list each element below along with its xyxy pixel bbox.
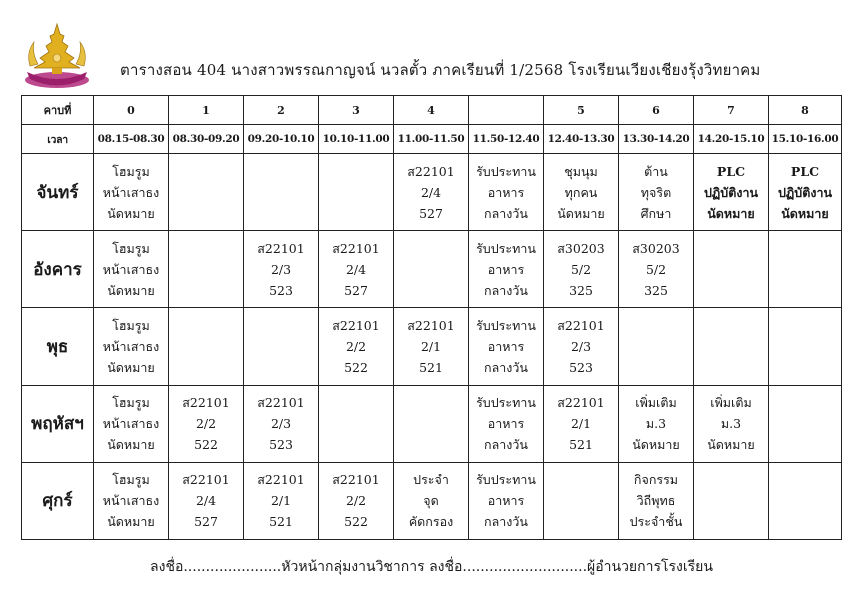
cell-line: ส22101 (257, 240, 305, 256)
cell-line: 325 (644, 282, 668, 298)
cell-line: ศึกษา (640, 205, 672, 221)
cell-line: กลางวัน (484, 205, 528, 221)
period-number: 3 (319, 96, 394, 125)
schedule-cell (619, 231, 694, 308)
schedule-cell (694, 385, 769, 462)
cell-line: ส22101 (332, 472, 380, 488)
time-slot: 08.30-09.20 (169, 125, 244, 154)
cell-line: 2/1 (270, 493, 292, 509)
cell-line: ส30203 (632, 240, 680, 256)
schedule-cell (94, 308, 169, 385)
time-slot: 13.30-14.20 (619, 125, 694, 154)
cell-line: ม.3 (645, 416, 667, 432)
schedule-cell (769, 154, 842, 231)
time-slot: 10.10-11.00 (319, 125, 394, 154)
cell-line: นัดหมาย (107, 360, 155, 376)
cell-line: ประจำ (413, 472, 449, 488)
cell-line: หน้าเสาธง (102, 184, 160, 200)
day-name: พฤหัสฯ (22, 385, 94, 462)
cell-line: นัดหมาย (107, 282, 155, 298)
cell-line: 523 (569, 360, 593, 376)
cell-line: โฮมรูม (112, 240, 150, 256)
cell-line: PLC (790, 163, 820, 179)
cell-line: หน้าเสาธง (102, 493, 160, 509)
period-header-row (22, 96, 842, 125)
schedule-cell (244, 308, 319, 385)
cell-line: นัดหมาย (632, 437, 680, 453)
page-title: ตารางสอน 404 นางสาวพรรณกาญจน์ นวลตั้ว ภาคเรียนที่ 1/2568 โรงเรียนเวียงเชียงรุ้งวิทยาคม (120, 61, 761, 79)
cell-line: ส22101 (332, 318, 380, 334)
cell-line: 521 (419, 360, 443, 376)
cell-line: 523 (269, 282, 293, 298)
schedule-cell (94, 385, 169, 462)
cell-line: หน้าเสาธง (102, 339, 160, 355)
cell-line: 522 (344, 360, 368, 376)
cell-line: รับประทาน (476, 318, 536, 334)
cell-line: อาหาร (487, 339, 525, 355)
day-name: ศุกร์ (22, 462, 94, 539)
schedule-cell (319, 154, 394, 231)
schedule-cell (619, 154, 694, 231)
period-label: คาบที่ (22, 96, 94, 125)
schedule-cell (319, 385, 394, 462)
cell-line: นัดหมาย (107, 437, 155, 453)
schedule-cell (394, 462, 469, 539)
cell-line: จุด (423, 493, 439, 509)
cell-line: เพิ่มเติม (635, 395, 677, 411)
cell-line: นัดหมาย (107, 205, 155, 221)
cell-line: ส22101 (407, 163, 455, 179)
cell-line: อาหาร (487, 416, 525, 432)
cell-line: ม.3 (720, 416, 742, 432)
school-logo (22, 22, 92, 90)
cell-line: ส22101 (257, 472, 305, 488)
cell-line: นัดหมาย (781, 205, 829, 221)
cell-line: 2/3 (570, 339, 592, 355)
cell-line: อาหาร (487, 184, 525, 200)
schedule-cell (619, 462, 694, 539)
schedule-cell (544, 154, 619, 231)
cell-line: นัดหมาย (107, 514, 155, 530)
cell-line: หน้าเสาธง (102, 416, 160, 432)
schedule-cell (694, 462, 769, 539)
schedule-cell (244, 231, 319, 308)
schedule-table (21, 95, 842, 540)
period-number: 4 (394, 96, 469, 125)
cell-line: นัดหมาย (557, 205, 605, 221)
day-row (22, 462, 842, 539)
cell-line: รับประทาน (476, 163, 536, 179)
schedule-cell (394, 231, 469, 308)
cell-line: นัดหมาย (707, 205, 755, 221)
schedule-cell (169, 462, 244, 539)
time-slot: 12.40-13.30 (544, 125, 619, 154)
cell-line: ปฏิบัติงาน (703, 184, 759, 200)
cell-line: ประจำชั้น (629, 514, 683, 530)
signature-line: ลงชื่อ......................หัวหน้ากลุ่มงานวิชาการ ลงชื่อ............................ผู้อำนวยการโรงเรียน (150, 559, 713, 575)
schedule-cell (319, 308, 394, 385)
time-slot: 14.20-15.10 (694, 125, 769, 154)
time-header-row (22, 125, 842, 154)
schedule-cell (469, 385, 544, 462)
schedule-cell (319, 231, 394, 308)
cell-line: ส30203 (557, 240, 605, 256)
period-number: 0 (94, 96, 169, 125)
day-name: จันทร์ (22, 154, 94, 231)
cell-line: 2/4 (195, 493, 217, 509)
schedule-cell (619, 385, 694, 462)
schedule-cell (469, 308, 544, 385)
schedule-cell (244, 154, 319, 231)
cell-line: ต้าน (644, 163, 668, 179)
cell-line: ส22101 (332, 240, 380, 256)
cell-line: 523 (269, 437, 293, 453)
schedule-cell (544, 385, 619, 462)
schedule-cell (94, 462, 169, 539)
cell-line: 2/3 (270, 261, 292, 277)
time-slot: 09.20-10.10 (244, 125, 319, 154)
cell-line: โฮมรูม (112, 318, 150, 334)
schedule-cell (769, 231, 842, 308)
day-row (22, 154, 842, 231)
schedule-cell (319, 462, 394, 539)
period-number: 2 (244, 96, 319, 125)
cell-line: 522 (194, 437, 218, 453)
schedule-cell (619, 308, 694, 385)
schedule-cell (394, 308, 469, 385)
schedule-cell (394, 385, 469, 462)
cell-line: 2/1 (570, 416, 592, 432)
period-number: 8 (769, 96, 842, 125)
cell-line: 2/2 (195, 416, 217, 432)
cell-line: 521 (569, 437, 593, 453)
schedule-cell (694, 154, 769, 231)
time-label: เวลา (22, 125, 94, 154)
schedule-cell (544, 231, 619, 308)
cell-line: ส22101 (557, 318, 605, 334)
day-row (22, 385, 842, 462)
cell-line: นัดหมาย (707, 437, 755, 453)
cell-line: เพิ่มเติม (710, 395, 752, 411)
period-number: 5 (544, 96, 619, 125)
cell-line: 2/4 (345, 261, 367, 277)
schedule-cell (469, 231, 544, 308)
day-name: พุธ (22, 308, 94, 385)
period-number: 7 (694, 96, 769, 125)
cell-line: กิจกรรม (633, 472, 679, 488)
cell-line: รับประทาน (476, 395, 536, 411)
cell-line: ส22101 (182, 472, 230, 488)
cell-line: 2/4 (420, 184, 442, 200)
time-slot: 11.00-11.50 (394, 125, 469, 154)
schedule-cell (169, 154, 244, 231)
period-number: 6 (619, 96, 694, 125)
cell-line: ส22101 (407, 318, 455, 334)
cell-line: โฮมรูม (112, 472, 150, 488)
time-slot: 11.50-12.40 (469, 125, 544, 154)
schedule-cell (769, 462, 842, 539)
cell-line: ส22101 (557, 395, 605, 411)
cell-line: วิถีพุทธ (636, 493, 676, 509)
cell-line: อาหาร (487, 493, 525, 509)
cell-line: หน้าเสาธง (102, 261, 160, 277)
cell-line: 522 (344, 514, 368, 530)
cell-line: 527 (344, 282, 368, 298)
cell-line: โฮมรูม (112, 163, 150, 179)
cell-line: 527 (194, 514, 218, 530)
schedule-cell (694, 231, 769, 308)
schedule-cell (544, 308, 619, 385)
schedule-cell (94, 231, 169, 308)
schedule-cell (544, 462, 619, 539)
cell-line: 5/2 (645, 261, 667, 277)
schedule-cell (394, 154, 469, 231)
period-number: 1 (169, 96, 244, 125)
cell-line: ส22101 (257, 395, 305, 411)
cell-line: ส22101 (182, 395, 230, 411)
cell-line: 2/2 (345, 339, 367, 355)
cell-line: 527 (419, 205, 443, 221)
cell-line: 325 (569, 282, 593, 298)
schedule-cell (694, 308, 769, 385)
cell-line: PLC (716, 163, 746, 179)
day-row (22, 231, 842, 308)
cell-line: รับประทาน (476, 472, 536, 488)
schedule-cell (94, 154, 169, 231)
cell-line: กลางวัน (484, 282, 528, 298)
cell-line: กลางวัน (484, 360, 528, 376)
time-slot: 08.15-08.30 (94, 125, 169, 154)
time-slot: 15.10-16.00 (769, 125, 842, 154)
cell-line: 2/1 (420, 339, 442, 355)
schedule-cell (169, 385, 244, 462)
cell-line: 2/2 (345, 493, 367, 509)
period-number (469, 96, 544, 125)
schedule-cell (769, 308, 842, 385)
schedule-cell (169, 308, 244, 385)
cell-line: ปฏิบัติงาน (777, 184, 833, 200)
cell-line: 5/2 (570, 261, 592, 277)
cell-line: กลางวัน (484, 437, 528, 453)
cell-line: 2/3 (270, 416, 292, 432)
schedule-cell (244, 385, 319, 462)
cell-line: อาหาร (487, 261, 525, 277)
cell-line: ทุจริต (640, 184, 672, 200)
cell-line: ทุกคน (564, 184, 598, 200)
schedule-cell (469, 462, 544, 539)
cell-line: กลางวัน (484, 514, 528, 530)
schedule-cell (169, 231, 244, 308)
day-name: อังคาร (22, 231, 94, 308)
schedule-cell (769, 385, 842, 462)
cell-line: รับประทาน (476, 240, 536, 256)
cell-line: 521 (269, 514, 293, 530)
cell-line: คัดกรอง (408, 514, 454, 530)
cell-line: โฮมรูม (112, 395, 150, 411)
cell-line: ชุมนุม (564, 163, 598, 179)
day-row (22, 308, 842, 385)
schedule-cell (244, 462, 319, 539)
schedule-cell (469, 154, 544, 231)
